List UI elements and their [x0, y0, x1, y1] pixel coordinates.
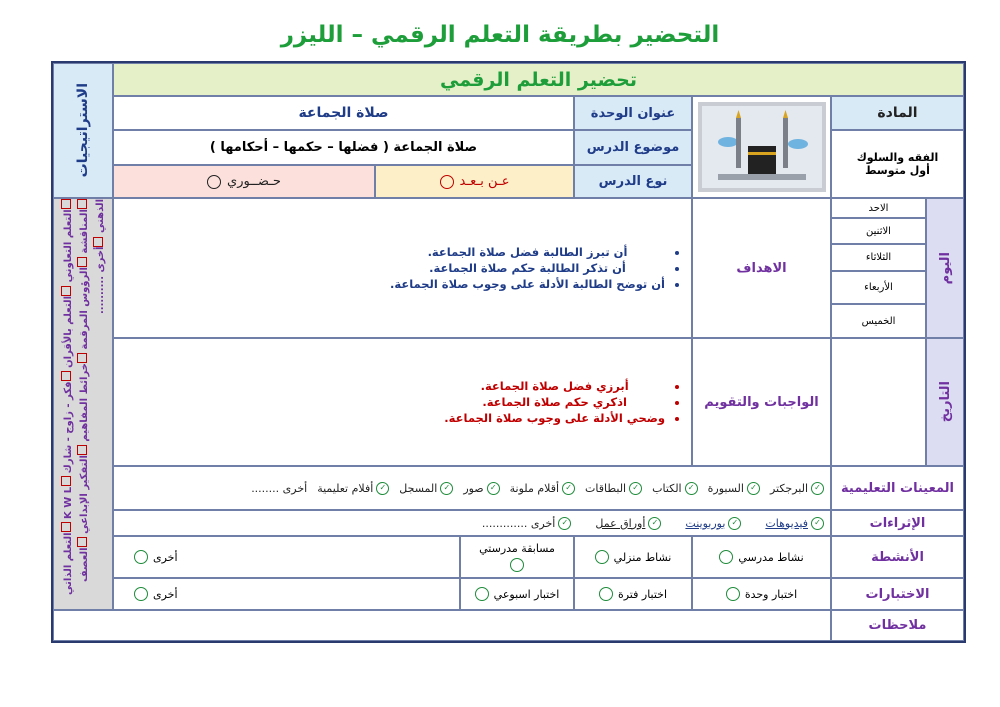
- strategy-item: خرائط المفاهيم: [79, 363, 90, 442]
- check-circle-icon: ✓: [440, 482, 453, 495]
- checkbox[interactable]: [77, 257, 87, 267]
- activity-option-3[interactable]: [113, 536, 460, 578]
- radio-circle[interactable]: [134, 587, 148, 601]
- grade-value: أول متوسط: [865, 164, 930, 177]
- day-name: الخميس: [861, 315, 896, 327]
- tests-label: الاختبارات: [865, 586, 930, 602]
- test-label: اختبار اسبوعي: [493, 587, 560, 601]
- strategy-item: التعلم التعاوني: [63, 209, 74, 283]
- strategy-item: الرؤوس المرقمة: [79, 267, 90, 350]
- radio-circle[interactable]: [475, 587, 489, 601]
- day-item-0[interactable]: [831, 198, 926, 218]
- date-label-cell: [926, 338, 964, 466]
- activity-option-2[interactable]: [460, 536, 574, 578]
- radio-circle[interactable]: [134, 550, 148, 564]
- lesson-value-cell: [113, 130, 574, 165]
- lesson-label-cell: [574, 130, 692, 165]
- aid-option[interactable]: [652, 482, 698, 495]
- check-circle-icon: ✓: [685, 482, 698, 495]
- strategy-item: العصف الذهني: [79, 199, 106, 582]
- aid-label: صور: [463, 481, 484, 495]
- test-label: اختبار وحدة: [744, 587, 798, 601]
- check-circle-icon: ✓: [376, 482, 389, 495]
- enrichment-item-label: فيديوهات: [765, 516, 808, 530]
- test-option-2[interactable]: [460, 578, 574, 610]
- test-option-1[interactable]: [574, 578, 692, 610]
- unit-value-cell: [113, 96, 574, 130]
- check-circle-icon: ✓: [487, 482, 500, 495]
- lesson-type-remote: عـن بـعـد: [459, 174, 510, 189]
- aid-label: البطاقات: [585, 481, 627, 495]
- subject-value: الفقه والسلوك: [856, 151, 939, 164]
- day-item-4[interactable]: [831, 304, 926, 338]
- header-band-title: تحضير التعلم الرقمي: [440, 68, 638, 91]
- activity-label: نشاط مدرسي: [738, 550, 804, 564]
- objectives-label-cell: [692, 198, 831, 338]
- checkbox[interactable]: [61, 199, 71, 209]
- date-value-cell[interactable]: [831, 338, 926, 466]
- check-circle-icon: ✓: [728, 517, 741, 530]
- activity-label: مسابقة مدرستي: [479, 542, 555, 555]
- radio-circle[interactable]: [595, 550, 609, 564]
- lesson-value: صلاة الجماعة ( فضلها – حكمها – أحكامها ): [209, 140, 478, 155]
- notes-value-cell[interactable]: [53, 610, 831, 641]
- unit-value: صلاة الجماعة: [298, 105, 389, 121]
- aid-option[interactable]: [708, 482, 760, 495]
- objectives-list: [390, 244, 691, 292]
- day-item-2[interactable]: [831, 244, 926, 271]
- day-name: الاحد: [868, 202, 889, 214]
- checkbox[interactable]: [77, 199, 87, 209]
- kaaba-illustration: [698, 102, 826, 192]
- enrichment-other[interactable]: [482, 517, 572, 530]
- subject-label-cell: [831, 96, 964, 130]
- checkbox[interactable]: [61, 522, 71, 532]
- homework-content-cell: [113, 338, 692, 466]
- aid-other-label: أخرى ........: [251, 481, 308, 495]
- activities-label: الأنشطة: [871, 549, 924, 565]
- date-label: التاريخ: [937, 381, 953, 423]
- aid-other[interactable]: [251, 482, 307, 495]
- notes-label: ملاحظات: [868, 618, 927, 633]
- day-label-cell: [926, 198, 964, 338]
- aid-label: المسجل: [399, 481, 438, 495]
- enrichment-other-label: أخرى .............: [481, 516, 556, 530]
- day-name: الاثنين: [866, 225, 891, 237]
- enrichment-item-label: أوراق عمل: [595, 516, 646, 530]
- objectives-label: الاهداف: [736, 260, 787, 276]
- aid-option[interactable]: [770, 482, 824, 495]
- radio-circle[interactable]: [719, 550, 733, 564]
- test-label: أخرى: [153, 587, 178, 601]
- unit-label: عنوان الوحدة: [590, 105, 676, 121]
- checkbox[interactable]: [77, 353, 87, 363]
- strategies-title-cell: [53, 63, 113, 198]
- check-circle-icon: ✓: [811, 482, 824, 495]
- notes-label-cell: [831, 610, 964, 641]
- tests-label-cell: [831, 578, 964, 610]
- radio-circle[interactable]: [599, 587, 613, 601]
- check-circle-icon: ✓: [558, 517, 571, 530]
- activity-option-1[interactable]: [574, 536, 692, 578]
- homework-label-cell: [692, 338, 831, 466]
- checkbox[interactable]: [93, 237, 103, 247]
- strategy-item: المناقشة: [79, 209, 90, 254]
- aids-label-cell: [831, 466, 964, 510]
- strategies-list: [59, 199, 107, 603]
- strategy-item: أخرى ..........: [95, 246, 106, 315]
- homework-item: • أبرزي فضل صلاة الجماعة.: [444, 378, 665, 394]
- aid-option[interactable]: [463, 482, 499, 495]
- day-item-3[interactable]: [831, 271, 926, 304]
- aid-option[interactable]: [510, 482, 575, 495]
- strategy-item: التعلم بالأقران: [63, 295, 74, 368]
- strategy-item: K W L: [63, 486, 74, 519]
- aid-label: أقلام ملونة: [509, 481, 560, 495]
- radio-circle[interactable]: [207, 175, 221, 189]
- aid-label: البرجكتر: [769, 481, 808, 495]
- day-label: اليوم: [937, 251, 953, 285]
- aids-label: المعينات التعليمية: [841, 480, 954, 496]
- check-circle-icon: ✓: [562, 482, 575, 495]
- strategy-item: التفكير الإبداعي: [79, 455, 90, 534]
- strategy-item: فكر - زاوج - شارك: [63, 381, 74, 473]
- kaaba-image-cell: [692, 96, 831, 198]
- homework-item: • وضحي الأدلة على وجوب صلاة الجماعة.: [444, 410, 665, 426]
- activity-label: نشاط منزلي: [613, 550, 672, 564]
- objective-item: • أن توضح الطالبة الأدلة على وجوب صلاة الجماعة.: [390, 276, 665, 292]
- strategy-item: التعلم الذاتي: [63, 532, 74, 595]
- aid-option[interactable]: [317, 482, 389, 495]
- aid-label: الكتاب: [652, 481, 682, 495]
- test-option-3[interactable]: [113, 578, 460, 610]
- enrichment-option[interactable]: [671, 517, 741, 530]
- enrichment-label-cell: [831, 510, 964, 536]
- objective-item: • أن تبرز الطالبة فضل صلاة الجماعة.: [390, 244, 665, 260]
- homework-item: • اذكري حكم صلاة الجماعة.: [444, 394, 665, 410]
- lesson-label: موضوع الدرس: [586, 140, 680, 155]
- checkbox[interactable]: [77, 537, 87, 547]
- enrichment-option[interactable]: [751, 517, 824, 530]
- enrichment-label: الإثراءات: [869, 515, 926, 531]
- day-item-1[interactable]: [831, 218, 926, 244]
- checkbox[interactable]: [61, 371, 71, 381]
- radio-circle[interactable]: [440, 175, 454, 189]
- objectives-content-cell: [113, 198, 692, 338]
- enrichment-item-label: بوربوينت: [685, 516, 726, 530]
- subject-label: المادة: [877, 105, 918, 121]
- lesson-type-remote-cell[interactable]: [375, 165, 574, 198]
- aid-option[interactable]: [585, 482, 642, 495]
- day-name: الثلاثاء: [865, 252, 892, 263]
- header-band: [113, 63, 964, 96]
- radio-circle[interactable]: [510, 558, 524, 572]
- checkbox[interactable]: [61, 476, 71, 486]
- checkbox[interactable]: [77, 445, 87, 455]
- check-circle-icon: ✓: [811, 517, 824, 530]
- homework-list: [444, 378, 691, 426]
- enrichment-content-cell: [113, 510, 831, 536]
- activity-option-0[interactable]: [692, 536, 831, 578]
- aids-content-cell: [113, 466, 831, 510]
- aid-option[interactable]: [399, 482, 453, 495]
- radio-circle[interactable]: [726, 587, 740, 601]
- objective-item: • أن تذكر الطالبة حكم صلاة الجماعة.: [390, 260, 665, 276]
- aid-label: السبورة: [707, 481, 744, 495]
- lesson-type-inperson-cell[interactable]: [113, 165, 375, 198]
- day-name: الأربعاء: [864, 282, 893, 293]
- check-circle-icon: ✓: [648, 517, 661, 530]
- test-label: اختبار فترة: [617, 587, 668, 601]
- activity-label: أخرى: [153, 550, 178, 564]
- lesson-type-label-cell: [574, 165, 692, 198]
- subject-value-cell: [831, 130, 964, 198]
- strategies-title: الاستراتيجيات: [75, 83, 91, 178]
- page-title: التحضير بطريقة التعلم الرقمي – الليزر: [280, 22, 720, 48]
- homework-label: الواجبات والتقويم: [704, 394, 819, 410]
- activities-label-cell: [831, 536, 964, 578]
- test-option-0[interactable]: [692, 578, 831, 610]
- check-circle-icon: ✓: [629, 482, 642, 495]
- unit-label-cell: [574, 96, 692, 130]
- checkbox[interactable]: [61, 286, 71, 296]
- check-circle-icon: ✓: [747, 482, 760, 495]
- strategies-list-cell: [53, 198, 113, 610]
- enrichment-option[interactable]: [581, 517, 661, 530]
- lesson-type-inperson: حـضــوري: [227, 174, 281, 189]
- lesson-type-label: نوع الدرس: [598, 174, 668, 189]
- aid-label: أفلام تعليمية: [317, 481, 374, 495]
